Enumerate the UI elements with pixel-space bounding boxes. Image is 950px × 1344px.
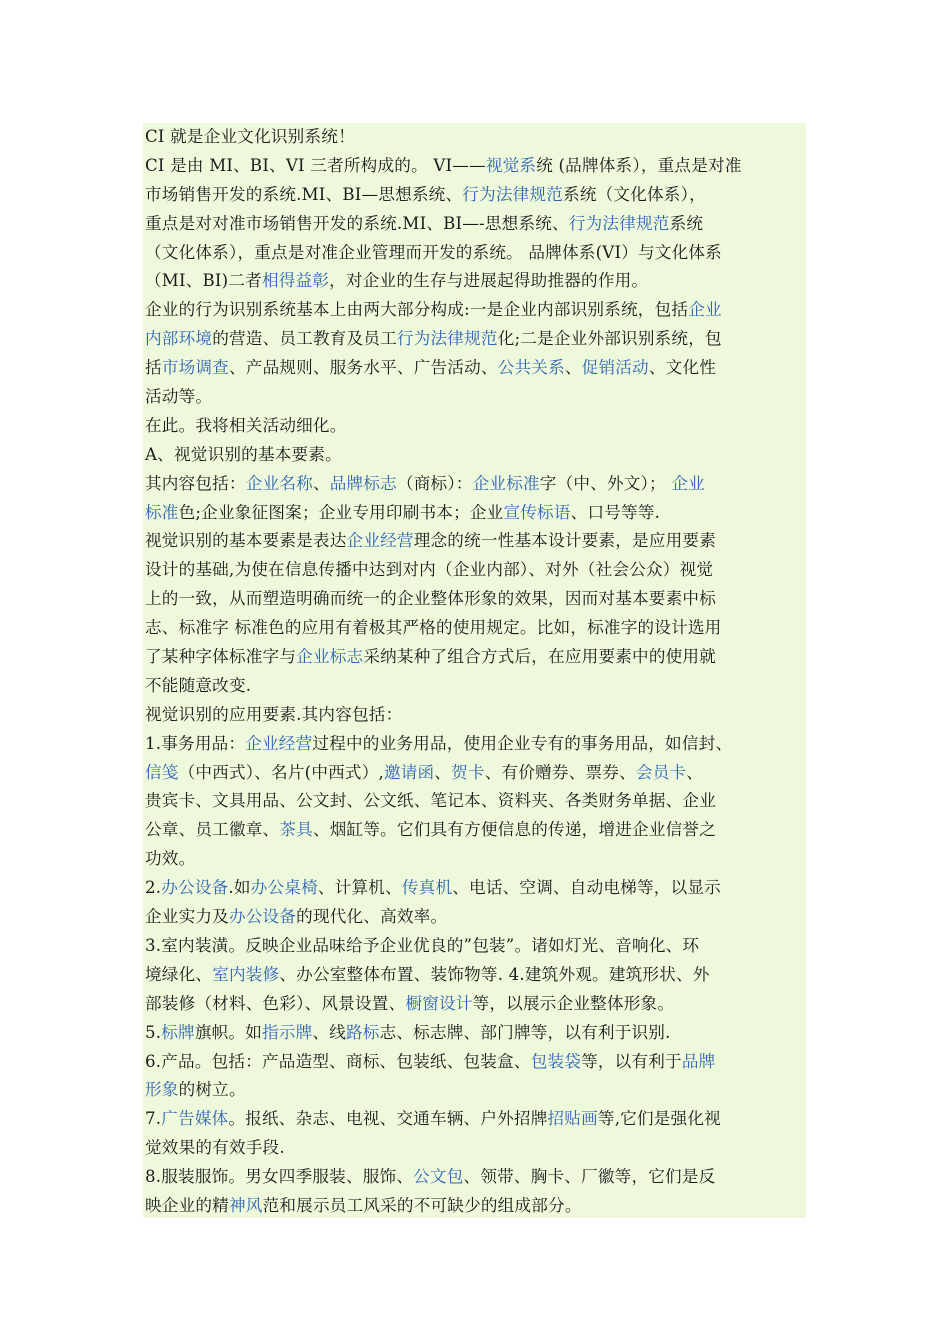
- text-segment: 色;企业象征图案；企业专用印刷书本；企业: [178, 502, 504, 522]
- text-line: [145, 383, 804, 412]
- text-line: [145, 470, 804, 499]
- text-line: [145, 1105, 804, 1134]
- keyword-link[interactable]: 企业标志: [296, 647, 364, 667]
- keyword-link[interactable]: 办公设备: [161, 878, 229, 898]
- text-line: [145, 239, 804, 268]
- keyword-link[interactable]: 行为法律规范: [568, 213, 670, 233]
- keyword-link[interactable]: 广告媒体: [161, 1109, 229, 1129]
- text-segment: 上的一致，从而塑造明确而统一的企业整体形象的效果，因而对基本要素中标: [145, 589, 716, 609]
- text-segment: 企业的行为识别系统基本上由两大部分构成:一是企业内部识别系统，包括: [145, 300, 689, 320]
- text-segment: 其内容包括：: [145, 473, 246, 493]
- text-segment: CI 是由 MI、BI、VI 三者所构成的。 VI——: [145, 155, 486, 175]
- keyword-link[interactable]: 标准: [145, 502, 179, 522]
- text-line: [145, 585, 804, 614]
- text-line: [145, 990, 804, 1019]
- text-segment: 5.: [145, 1022, 162, 1042]
- text-line: [145, 1048, 804, 1077]
- text-segment: 采纳某种了组合方式后，在应用要素中的使用就: [363, 647, 717, 667]
- text-segment: 、领带、胸卡、厂徽等，它们是反: [463, 1167, 716, 1187]
- text-segment: ，对企业的生存与进展起得助推器的作用。: [329, 271, 649, 291]
- text-segment: 、计算机、: [317, 878, 402, 898]
- text-segment: 境绿化、: [145, 964, 213, 984]
- text-segment: 志、标志牌、部门牌等，以有利于识别.: [379, 1022, 671, 1042]
- text-segment: 、: [312, 473, 330, 493]
- text-segment: 、有价赠券、票券、: [484, 762, 636, 782]
- text-line: [145, 614, 804, 643]
- text-line: [145, 787, 804, 816]
- text-segment: 、电话、空调、自动电梯等，以显示: [452, 878, 721, 898]
- text-segment: 视觉识别的应用要素.其内容包括：: [145, 704, 403, 724]
- text-segment: 视觉识别的基本要素是表达: [145, 531, 347, 551]
- keyword-link[interactable]: 指示牌: [262, 1022, 313, 1042]
- keyword-link[interactable]: 企业标准: [472, 473, 540, 493]
- keyword-link[interactable]: 品牌标志: [329, 473, 397, 493]
- text-segment: 、办公室整体布置、装饰物等. 4.建筑外观。建筑形状、外: [279, 964, 710, 984]
- keyword-link[interactable]: 办公设备: [228, 907, 297, 927]
- text-line: [145, 1076, 804, 1105]
- keyword-link[interactable]: 形象: [145, 1080, 179, 1100]
- text-line: [145, 932, 804, 961]
- keyword-link[interactable]: 促销活动: [581, 358, 649, 378]
- text-segment: 字（中、外文）；: [539, 473, 672, 493]
- text-line: [145, 354, 804, 383]
- text-segment: 、文化性: [648, 358, 717, 378]
- text-segment: 范和展示员工风采的不可缺少的组成部分。: [262, 1195, 582, 1215]
- keyword-link[interactable]: 行为法律规范: [462, 184, 564, 204]
- text-segment: 等,它们是强化视: [597, 1109, 721, 1129]
- text-line: [145, 1134, 804, 1163]
- keyword-link[interactable]: 企业名称: [245, 473, 313, 493]
- text-segment: 2.: [145, 878, 162, 898]
- text-segment: 、烟缸等。它们具有方便信息的传递，增进企业信誉之: [312, 820, 717, 840]
- text-segment: 1.事务用品：: [145, 733, 246, 753]
- text-segment: 、口号等等.: [570, 502, 661, 522]
- text-segment: 3.室内装潢。反映企业品味给予企业优良的”包装”。诸如灯光、音响化、环: [145, 935, 700, 955]
- text-segment: 市场销售开发的系统.MI、BI—思想系统、: [145, 184, 463, 204]
- keyword-link[interactable]: 信笺: [145, 762, 179, 782]
- text-line: [145, 499, 804, 528]
- article-body: [143, 123, 806, 1218]
- keyword-link[interactable]: 市场调查: [161, 358, 229, 378]
- text-segment: （商标）：: [396, 473, 473, 493]
- text-segment: 等，以有利于: [581, 1051, 682, 1071]
- keyword-link[interactable]: 企业: [688, 300, 722, 320]
- text-line: [145, 296, 804, 325]
- text-segment: 、: [434, 762, 452, 782]
- text-segment: 7.: [145, 1109, 162, 1129]
- text-line: [145, 556, 804, 585]
- text-segment: 过程中的业务用品，使用企业专有的事务用品，如信封、: [312, 733, 733, 753]
- text-segment: 企业实力及: [145, 907, 229, 927]
- text-segment: 志、标准字 标准色的应用有着极其严格的使用规定。比如，标准字的设计选用: [145, 618, 722, 638]
- text-segment: 不能随意改变.: [145, 675, 252, 695]
- text-line: [145, 730, 804, 759]
- text-line: [145, 1192, 804, 1221]
- keyword-link[interactable]: 行为法律规范: [396, 329, 498, 349]
- text-line: [145, 643, 804, 672]
- text-segment: 化;二是企业外部识别系统，包: [497, 329, 722, 349]
- text-line: [145, 1163, 804, 1192]
- text-segment: （中西式）、名片(中西式）,: [178, 762, 384, 782]
- keyword-link[interactable]: 传真机: [401, 878, 453, 898]
- text-line: [145, 527, 804, 556]
- text-segment: .如: [228, 878, 251, 898]
- keyword-link[interactable]: 茶具: [279, 820, 313, 840]
- text-line: [145, 1019, 804, 1048]
- text-line: [145, 701, 804, 730]
- keyword-link[interactable]: 相得益彰: [261, 271, 330, 291]
- text-segment: A、视觉识别的基本要素。: [145, 444, 342, 464]
- keyword-link[interactable]: 办公桌椅: [250, 878, 318, 898]
- text-segment: （MI、BI)二者: [145, 271, 262, 291]
- text-segment: 6.产品。包括：产品造型、商标、包装纸、包装盒、: [145, 1051, 531, 1071]
- keyword-link[interactable]: 企业: [671, 473, 705, 493]
- text-segment: 贵宾卡、文具用品、公文封、公文纸、笔记本、资料夹、各类财务单据、企业: [145, 791, 716, 811]
- keyword-link[interactable]: 企业经营: [245, 733, 313, 753]
- text-segment: 部装修（材料、色彩）、风景设置、: [145, 993, 406, 1013]
- text-segment: （文化体系），重点是对准企业管理而开发的系统。 品牌体系(VI）与文化体系: [145, 242, 722, 262]
- text-segment: 旗帜。如: [194, 1022, 263, 1042]
- text-segment: 系统: [669, 213, 704, 233]
- text-line: [145, 874, 804, 903]
- keyword-link[interactable]: 贺卡: [451, 762, 485, 782]
- text-line: [145, 672, 804, 701]
- text-segment: 、: [686, 762, 704, 782]
- text-segment: 系统（文化体系），: [563, 184, 706, 204]
- text-segment: 、产品规则、服务水平、广告活动、: [228, 358, 498, 378]
- text-segment: 理念的统一性基本设计要素，是应用要素: [413, 531, 717, 551]
- keyword-link[interactable]: 招贴画: [547, 1109, 598, 1129]
- text-segment: 活动等。: [145, 387, 213, 407]
- text-segment: 的树立。: [178, 1080, 246, 1100]
- keyword-link[interactable]: 宣传标语: [503, 502, 571, 522]
- keyword-link[interactable]: 视觉系: [485, 155, 537, 175]
- text-segment: 统 (品牌体系），重点是对准: [536, 155, 742, 175]
- keyword-link[interactable]: 邀请函: [383, 762, 435, 782]
- text-line: [145, 412, 804, 441]
- text-segment: 的营造、员工教育及员工: [212, 329, 397, 349]
- keyword-link[interactable]: 橱窗设计: [405, 993, 473, 1013]
- text-segment: 公章、员工徽章、: [145, 820, 280, 840]
- text-line: [145, 903, 804, 932]
- text-line: [145, 845, 804, 874]
- text-line: [145, 210, 804, 239]
- text-segment: 觉效果的有效手段.: [145, 1138, 285, 1158]
- text-line: [145, 961, 804, 990]
- keyword-link[interactable]: 公文包: [413, 1167, 464, 1187]
- keyword-link[interactable]: 会员卡: [635, 762, 687, 782]
- text-segment: 了某种字体标准字与: [145, 647, 297, 667]
- text-segment: 8.服装服饰。男女四季服装、服饰、: [145, 1167, 414, 1187]
- keyword-link[interactable]: 企业经营: [346, 531, 414, 551]
- text-segment: 。报纸、杂志、电视、交通车辆、户外招牌: [228, 1109, 548, 1129]
- text-segment: 设计的基础,为使在信息传播中达到对内（企业内部）、对外（社会公众）视觉: [145, 560, 714, 580]
- keyword-link[interactable]: 品牌: [681, 1051, 716, 1071]
- text-line: [145, 181, 804, 210]
- text-line: [145, 816, 804, 845]
- text-line: [145, 267, 804, 296]
- keyword-link[interactable]: 包装袋: [530, 1051, 582, 1071]
- text-segment: 的现代化、高效率。: [296, 907, 448, 927]
- text-segment: 等，以展示企业整体形象。: [472, 993, 675, 1013]
- text-segment: 、线: [312, 1022, 346, 1042]
- text-segment: 功效。: [145, 849, 196, 869]
- text-segment: 、: [564, 358, 582, 378]
- text-line: [145, 325, 804, 354]
- keyword-link[interactable]: 标牌: [161, 1022, 195, 1042]
- text-segment: CI 就是企业文化识别系统！: [145, 127, 355, 146]
- text-segment: 重点是对对准市场销售开发的系统.MI、BI—-思想系统、: [145, 213, 569, 233]
- text-line: [145, 152, 804, 181]
- text-segment: 在此。我将相关活动细化。: [145, 415, 347, 435]
- keyword-link[interactable]: 神风: [228, 1195, 263, 1215]
- keyword-link[interactable]: 公共关系: [497, 358, 565, 378]
- text-segment: 括: [145, 358, 162, 378]
- keyword-link[interactable]: 路标: [346, 1022, 380, 1042]
- text-line: [145, 441, 804, 470]
- keyword-link[interactable]: 内部环境: [145, 329, 213, 349]
- text-line: [145, 123, 804, 152]
- text-segment: 映企业的精: [145, 1195, 229, 1215]
- text-line: [145, 759, 804, 788]
- keyword-link[interactable]: 室内装修: [212, 964, 280, 984]
